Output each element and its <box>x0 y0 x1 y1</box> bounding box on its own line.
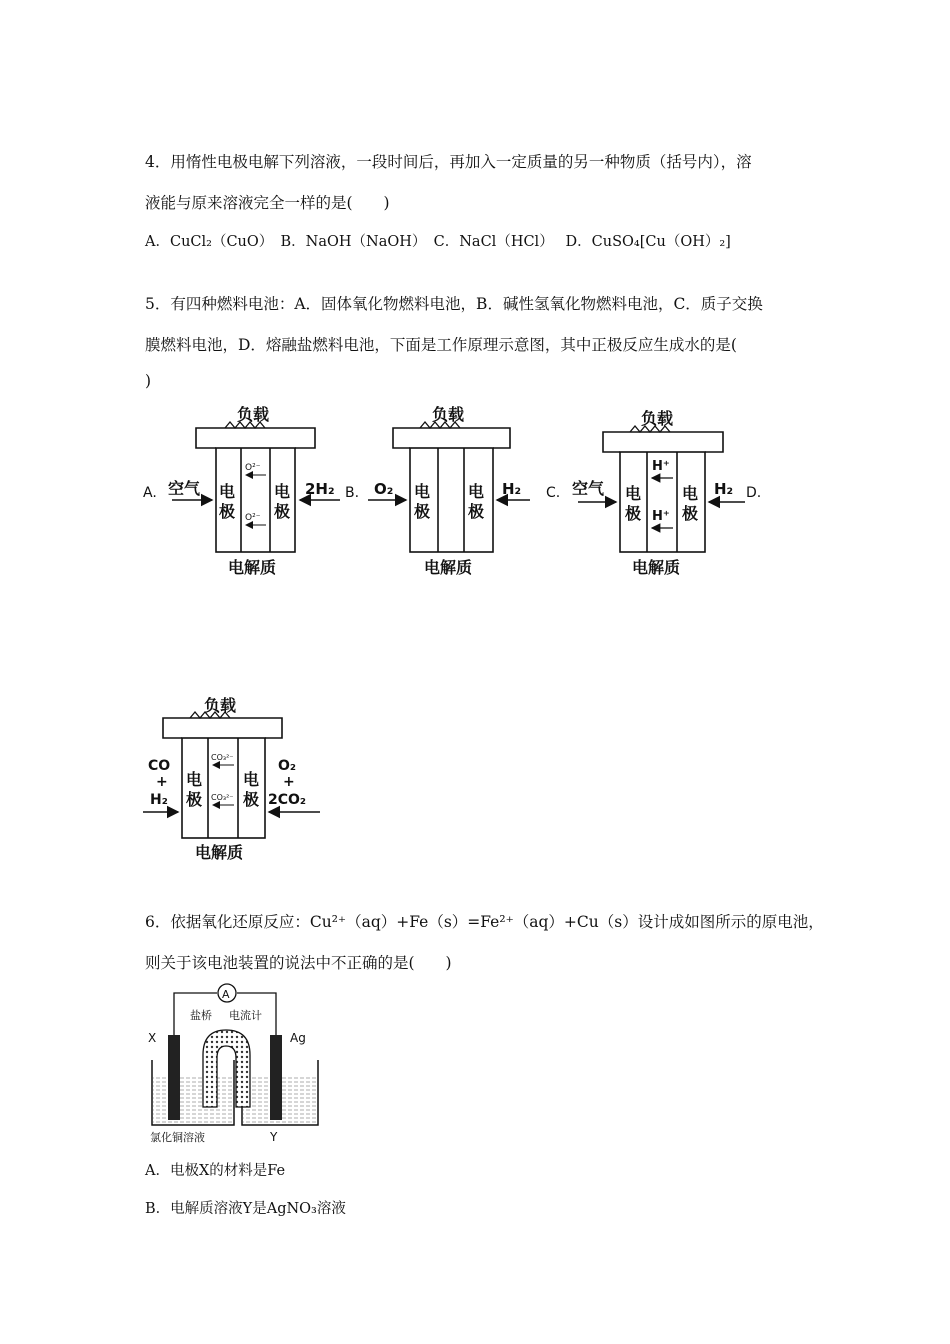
q6-option-b: B．电解质溶液Y是AgNO₃溶液 <box>145 1201 346 1217</box>
q6-stem-line1: 6．依据氧化还原反应：Cu²⁺（aq）+Fe（s）=Fe²⁺（aq）+Cu（s）设计成如图所示的原电池， <box>145 913 824 931</box>
a-load: 负载 <box>237 405 270 424</box>
a-electrolyte: 电解质 <box>228 558 277 577</box>
solution-label: 氯化铜溶液 <box>150 1131 205 1144</box>
b-electrode-l-bot: 极 <box>414 502 431 521</box>
d-plus-right: + <box>283 774 295 790</box>
b-electrode-r-bot: 极 <box>468 502 485 521</box>
b-electrode-l-top: 电 <box>414 482 431 501</box>
q6-option-a: A．电极X的材料是Fe <box>145 1163 286 1179</box>
q6-stem-line2: 则关于该电池装置的说法中不正确的是( ) <box>145 954 452 972</box>
galvanic-cell-diagram <box>140 980 320 1145</box>
b-label: B. <box>345 485 360 501</box>
c-electrode-l-top: 电 <box>625 484 642 503</box>
c-load: 负载 <box>641 409 674 428</box>
b-load: 负载 <box>432 405 465 424</box>
c-ion-top: H⁺ <box>652 459 670 474</box>
a-electrode-l-bot: 极 <box>219 502 236 521</box>
d-load: 负载 <box>204 696 237 715</box>
d-h2: H₂ <box>150 792 168 808</box>
a-electrode-l-top: 电 <box>219 482 236 501</box>
c-air: 空气 <box>572 479 605 498</box>
q5-stem-line1: 5．有四种燃料电池：A．固体氧化物燃料电池，B．碱性氢氧化物燃料电池，C．质子交换 <box>145 295 763 313</box>
b-h2: H₂ <box>502 480 522 498</box>
d-plus-left: + <box>156 774 168 790</box>
q4-stem-line2: 液能与原来溶液完全一样的是( ) <box>145 194 390 212</box>
q4-stem-line1: 4．用惰性电极电解下列溶液，一段时间后，再加入一定质量的另一种物质（括号内），溶 <box>145 153 752 171</box>
q5-stem-line2: 膜燃料电池，D．熔融盐燃料电池，下面是工作原理示意图，其中正极反应生成水的是( <box>145 336 737 354</box>
galvanometer-label: 电流计 <box>229 1009 262 1022</box>
a-label: A. <box>143 485 157 501</box>
d-co: CO <box>148 758 171 774</box>
d-o2: O₂ <box>278 758 297 774</box>
d-electrode-r-bot: 极 <box>243 790 260 809</box>
fuel-cell-diagram-d <box>140 690 340 870</box>
d-electrode-r-top: 电 <box>243 770 260 789</box>
x-label: X <box>148 1031 157 1045</box>
b-electrolyte: 电解质 <box>424 558 473 577</box>
y-label: Y <box>270 1130 278 1144</box>
q4-options: A．CuCl₂（CuO） B．NaOH（NaOH） C．NaCl（HCl） D．CuSO₄[Cu（OH）₂] <box>145 234 731 250</box>
d-2co2: 2CO₂ <box>268 792 307 808</box>
d-ion-bot: CO₃²⁻ <box>211 793 234 802</box>
c-h2: H₂ <box>714 480 734 498</box>
ag-label: Ag <box>290 1031 306 1045</box>
a-air: 空气 <box>168 479 201 498</box>
a-fuel: 2H₂ <box>305 480 335 498</box>
c-electrolyte: 电解质 <box>632 558 681 577</box>
salt-bridge-label: 盐桥 <box>190 1009 212 1022</box>
d-electrode-l-bot: 极 <box>186 790 203 809</box>
d-ion-top: CO₃²⁻ <box>211 753 234 762</box>
c-ion-bot: H⁺ <box>652 509 670 524</box>
q5-stem-line3: ) <box>145 372 152 390</box>
c-electrode-l-bot: 极 <box>625 504 642 523</box>
a-ion-bot: O²⁻ <box>245 513 261 523</box>
b-electrode-r-top: 电 <box>468 482 485 501</box>
d-electrode-l-top: 电 <box>186 770 203 789</box>
b-o2: O₂ <box>374 480 394 498</box>
c-electrode-r-top: 电 <box>682 484 699 503</box>
c-electrode-r-bot: 极 <box>682 504 699 523</box>
d-electrolyte: 电解质 <box>195 843 244 862</box>
d-label: D. <box>746 485 762 501</box>
a-electrode-r-top: 电 <box>274 482 291 501</box>
a-electrode-r-bot: 极 <box>274 502 291 521</box>
c-label: C. <box>546 485 561 501</box>
ammeter-label: A <box>222 988 230 1001</box>
a-ion-top: O²⁻ <box>245 463 261 473</box>
